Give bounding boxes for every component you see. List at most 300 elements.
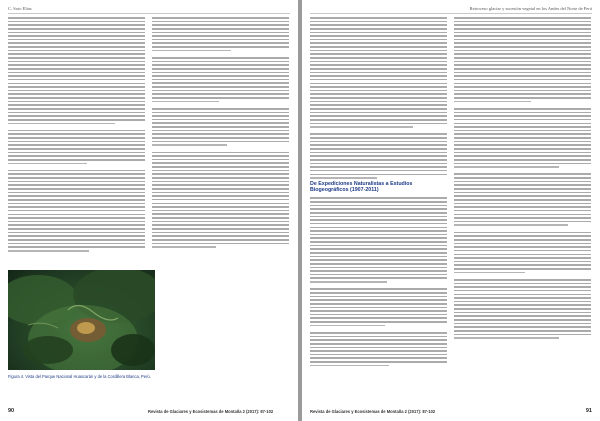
text-line [310, 296, 447, 298]
journal-footer-right: Revista de Glaciares y Ecosistemas de Montaña 2 (2017): 87-102 [310, 409, 436, 414]
text-line [152, 137, 289, 139]
text-line [8, 39, 145, 41]
text-line [454, 199, 591, 201]
text-line [8, 177, 145, 179]
text-line [310, 97, 447, 99]
text-line [454, 235, 591, 237]
text-line [454, 93, 591, 95]
text-line [310, 75, 447, 77]
text-line [310, 307, 447, 309]
text-line [152, 141, 289, 143]
text-line [310, 197, 447, 199]
text-line [152, 126, 289, 128]
text-line [8, 28, 145, 30]
text-line [454, 28, 591, 30]
journal-footer-left: Revista de Glaciares y Ecosistemas de Montaña 2 (2017): 87-102 [148, 409, 274, 414]
text-line [152, 195, 289, 197]
right-column-1 [310, 17, 447, 368]
text-line [8, 93, 145, 95]
text-line [152, 188, 289, 190]
text-line [454, 290, 591, 292]
text-line [8, 155, 145, 157]
text-line [152, 57, 289, 59]
text-line [152, 170, 289, 172]
text-line [8, 57, 145, 59]
text-line [454, 53, 591, 55]
text-line [310, 86, 447, 88]
text-line [454, 221, 591, 223]
text-line [310, 61, 447, 63]
text-line [310, 292, 447, 294]
page-number-right: 91 [585, 408, 592, 414]
text-line [8, 152, 145, 154]
text-line [454, 257, 591, 259]
text-line [152, 192, 289, 194]
text-line [310, 28, 447, 30]
text-line [310, 237, 447, 239]
text-line [310, 212, 447, 214]
text-line [310, 112, 447, 114]
left-column-2 [152, 17, 289, 250]
text-line [454, 46, 591, 48]
text-line [152, 239, 289, 241]
text-line [8, 101, 145, 103]
text-line [454, 119, 591, 121]
text-line [8, 173, 145, 175]
text-line [454, 283, 591, 285]
text-line [152, 61, 289, 63]
text-line [454, 286, 591, 288]
text-line [454, 163, 591, 165]
text-line [8, 72, 145, 74]
text-line [8, 181, 145, 183]
text-line [454, 57, 591, 59]
text-line [152, 210, 289, 212]
text-line [454, 210, 591, 212]
text-line [152, 79, 289, 81]
text-line [152, 17, 289, 19]
text-line [454, 326, 591, 328]
text-line [152, 224, 289, 226]
text-line [152, 144, 227, 146]
text-line [152, 232, 289, 234]
text-line [454, 83, 591, 85]
text-line [8, 123, 115, 125]
text-line [454, 195, 591, 197]
text-line [454, 254, 591, 256]
text-line [8, 250, 89, 252]
text-line [454, 334, 591, 336]
text-line [310, 310, 447, 312]
text-line [310, 321, 447, 323]
text-line [454, 75, 591, 77]
text-line [310, 90, 447, 92]
text-line [454, 79, 591, 81]
text-line [310, 39, 447, 41]
text-line [8, 61, 145, 63]
text-line [8, 243, 145, 245]
text-line [310, 256, 447, 258]
page-number-left: 90 [8, 408, 15, 414]
text-line [8, 217, 145, 219]
text-line [454, 315, 591, 317]
text-line [8, 90, 145, 92]
text-line [8, 108, 145, 110]
text-line [8, 115, 145, 117]
text-line [152, 115, 289, 117]
text-line [310, 288, 447, 290]
text-line [310, 42, 447, 44]
text-line [152, 97, 289, 99]
text-line [8, 64, 145, 66]
text-line [152, 155, 289, 157]
text-line [8, 184, 145, 186]
text-line [454, 72, 591, 74]
text-line [310, 219, 447, 221]
text-line [152, 68, 289, 70]
text-line [8, 188, 145, 190]
text-line [310, 93, 447, 95]
text-line [454, 319, 591, 321]
text-line [310, 227, 447, 229]
text-line [454, 68, 591, 70]
text-line [310, 347, 447, 349]
text-line [8, 137, 145, 139]
text-line [310, 166, 447, 168]
text-line [152, 221, 289, 223]
text-line [8, 50, 145, 52]
text-line [152, 243, 289, 245]
text-line [310, 177, 377, 179]
text-line [454, 224, 568, 226]
text-line [8, 206, 145, 208]
text-line [152, 82, 289, 84]
text-line [310, 24, 447, 26]
text-line [8, 246, 145, 248]
text-line [152, 24, 289, 26]
text-line [310, 339, 447, 341]
text-line [454, 173, 591, 175]
text-line [152, 152, 289, 154]
text-line [152, 28, 289, 30]
text-line [310, 336, 447, 338]
text-line [310, 57, 447, 59]
text-line [454, 21, 591, 23]
text-line [8, 210, 145, 212]
text-line [310, 72, 447, 74]
text-line [310, 64, 447, 66]
text-line [310, 104, 447, 106]
text-line [152, 159, 289, 161]
text-line [454, 123, 591, 125]
text-line [454, 115, 591, 117]
text-line [454, 217, 591, 219]
text-line [152, 235, 289, 237]
text-line [454, 268, 591, 270]
text-line [454, 330, 591, 332]
text-line [152, 101, 219, 103]
text-line [8, 170, 145, 172]
text-line [152, 122, 289, 124]
text-line [454, 264, 591, 266]
text-line [8, 35, 145, 37]
text-line [152, 130, 289, 132]
text-line [310, 159, 447, 161]
text-line [310, 325, 385, 327]
text-line [454, 206, 591, 208]
text-line [310, 148, 447, 150]
text-line [8, 53, 145, 55]
text-line [152, 93, 289, 95]
text-line [8, 46, 145, 48]
figure-caption: Figura 4. Vista del Parque Nacional Huascarán y de la Cordillera Blanca, Perú. [8, 374, 151, 379]
text-line [454, 188, 591, 190]
text-line [152, 206, 289, 208]
text-line [310, 350, 447, 352]
text-line [8, 112, 145, 114]
text-line [310, 141, 447, 143]
text-line [8, 83, 145, 85]
text-line [454, 101, 531, 103]
text-line [310, 343, 447, 345]
text-line [454, 203, 591, 205]
text-line [454, 261, 591, 263]
text-line [454, 97, 591, 99]
left-column-1 [8, 17, 145, 254]
text-line [310, 263, 447, 265]
right-column-2 [454, 17, 591, 341]
text-line [310, 17, 447, 19]
text-line [310, 126, 413, 128]
text-line [454, 337, 559, 339]
text-line [8, 17, 145, 19]
text-line [310, 314, 447, 316]
text-line [8, 159, 145, 161]
text-line [310, 245, 447, 247]
text-line [8, 141, 145, 143]
figure-photo [8, 270, 155, 370]
text-line [8, 68, 145, 70]
text-line [310, 201, 447, 203]
text-line [454, 32, 591, 34]
text-line [8, 144, 145, 146]
text-line [8, 119, 145, 121]
running-head-right: Retroceso glaciar y sucesión vegetal en los Andes del Norte de Perú [469, 6, 592, 11]
text-line [8, 199, 145, 201]
text-line [310, 361, 447, 363]
text-line [310, 53, 447, 55]
text-line [152, 181, 289, 183]
text-line [454, 35, 591, 37]
text-line [8, 133, 145, 135]
text-line [310, 270, 447, 272]
text-line [310, 46, 447, 48]
text-line [454, 312, 591, 314]
text-line [454, 17, 591, 19]
text-line [310, 277, 447, 279]
text-line [310, 123, 447, 125]
text-line [454, 272, 525, 274]
text-line [8, 239, 145, 241]
text-line [152, 50, 231, 52]
header-rule [310, 13, 592, 14]
text-line [152, 246, 216, 248]
text-line [454, 133, 591, 135]
text-line [454, 86, 591, 88]
text-line [310, 83, 447, 85]
left-page [0, 0, 298, 421]
text-line [152, 90, 289, 92]
text-line [152, 177, 289, 179]
text-line [454, 126, 591, 128]
text-line [310, 119, 447, 121]
text-line [310, 174, 447, 176]
text-line [454, 243, 591, 245]
text-line [454, 137, 591, 139]
text-line [152, 184, 289, 186]
text-line [310, 241, 447, 243]
text-line [454, 301, 591, 303]
text-line [310, 365, 389, 367]
text-line [310, 230, 447, 232]
text-line [310, 267, 447, 269]
text-line [8, 235, 145, 237]
text-line [454, 304, 591, 306]
text-line [310, 144, 447, 146]
text-line [310, 252, 447, 254]
text-line [454, 50, 591, 52]
text-line [310, 299, 447, 301]
text-line [8, 192, 145, 194]
text-line [454, 308, 591, 310]
text-line [152, 42, 289, 44]
text-line [310, 208, 447, 210]
text-line [8, 24, 145, 26]
text-line [152, 162, 289, 164]
text-line [152, 112, 289, 114]
text-line [454, 61, 591, 63]
text-line [310, 317, 447, 319]
text-line [454, 184, 591, 186]
text-line [454, 141, 591, 143]
text-line [8, 86, 145, 88]
text-line [152, 119, 289, 121]
text-line [8, 79, 145, 81]
text-line [8, 148, 145, 150]
text-line [152, 39, 289, 41]
text-line [454, 214, 591, 216]
text-line [152, 199, 289, 201]
text-line [454, 148, 591, 150]
text-line [8, 75, 145, 77]
text-line [152, 64, 289, 66]
text-line [152, 213, 289, 215]
text-line [454, 112, 591, 114]
text-line [152, 173, 289, 175]
text-line [152, 32, 289, 34]
text-line [310, 216, 447, 218]
running-head-left: C. Soto Elias [8, 6, 32, 11]
text-line [152, 228, 289, 230]
text-line [310, 137, 447, 139]
text-line [454, 323, 591, 325]
text-line [310, 101, 447, 103]
section-heading: De Expediciones Naturalistas a Estudios Biogeográficos (1907-2011) [310, 180, 413, 194]
text-line [8, 228, 145, 230]
text-line [310, 205, 447, 207]
text-line [310, 133, 447, 135]
text-line [310, 234, 447, 236]
text-line [310, 35, 447, 37]
text-line [152, 166, 289, 168]
text-line [310, 163, 447, 165]
text-line [310, 152, 447, 154]
text-line [152, 35, 289, 37]
text-line [310, 259, 447, 261]
text-line [310, 21, 447, 23]
text-line [454, 24, 591, 26]
text-line [8, 21, 145, 23]
text-line [152, 72, 289, 74]
text-line [454, 239, 591, 241]
right-page [302, 0, 600, 421]
text-line [454, 177, 591, 179]
header-rule [8, 13, 290, 14]
text-line [8, 42, 145, 44]
text-line [152, 203, 289, 205]
text-line [454, 246, 591, 248]
text-line [310, 248, 447, 250]
text-line [152, 21, 289, 23]
text-line [310, 357, 447, 359]
text-line [454, 64, 591, 66]
text-line [8, 214, 145, 216]
text-line [310, 108, 447, 110]
text-line [310, 32, 447, 34]
text-line [454, 279, 591, 281]
text-line [454, 297, 591, 299]
text-line [152, 133, 289, 135]
text-line [454, 166, 559, 168]
text-line [152, 75, 289, 77]
text-line [8, 163, 87, 165]
text-line [454, 39, 591, 41]
text-line [454, 152, 591, 154]
text-line [310, 281, 387, 283]
text-line [8, 203, 145, 205]
text-line [454, 192, 591, 194]
text-line [8, 221, 145, 223]
text-line [454, 159, 591, 161]
text-line [454, 155, 591, 157]
text-line [454, 294, 591, 296]
text-line [152, 46, 289, 48]
text-line [310, 303, 447, 305]
text-line [310, 354, 447, 356]
text-line [454, 250, 591, 252]
text-line [454, 181, 591, 183]
text-line [454, 42, 591, 44]
text-line [310, 68, 447, 70]
text-line [310, 50, 447, 52]
text-line [454, 108, 591, 110]
text-line [310, 79, 447, 81]
text-line [454, 232, 591, 234]
text-line [310, 170, 447, 172]
text-line [8, 104, 145, 106]
text-line [310, 274, 447, 276]
text-line [152, 217, 289, 219]
